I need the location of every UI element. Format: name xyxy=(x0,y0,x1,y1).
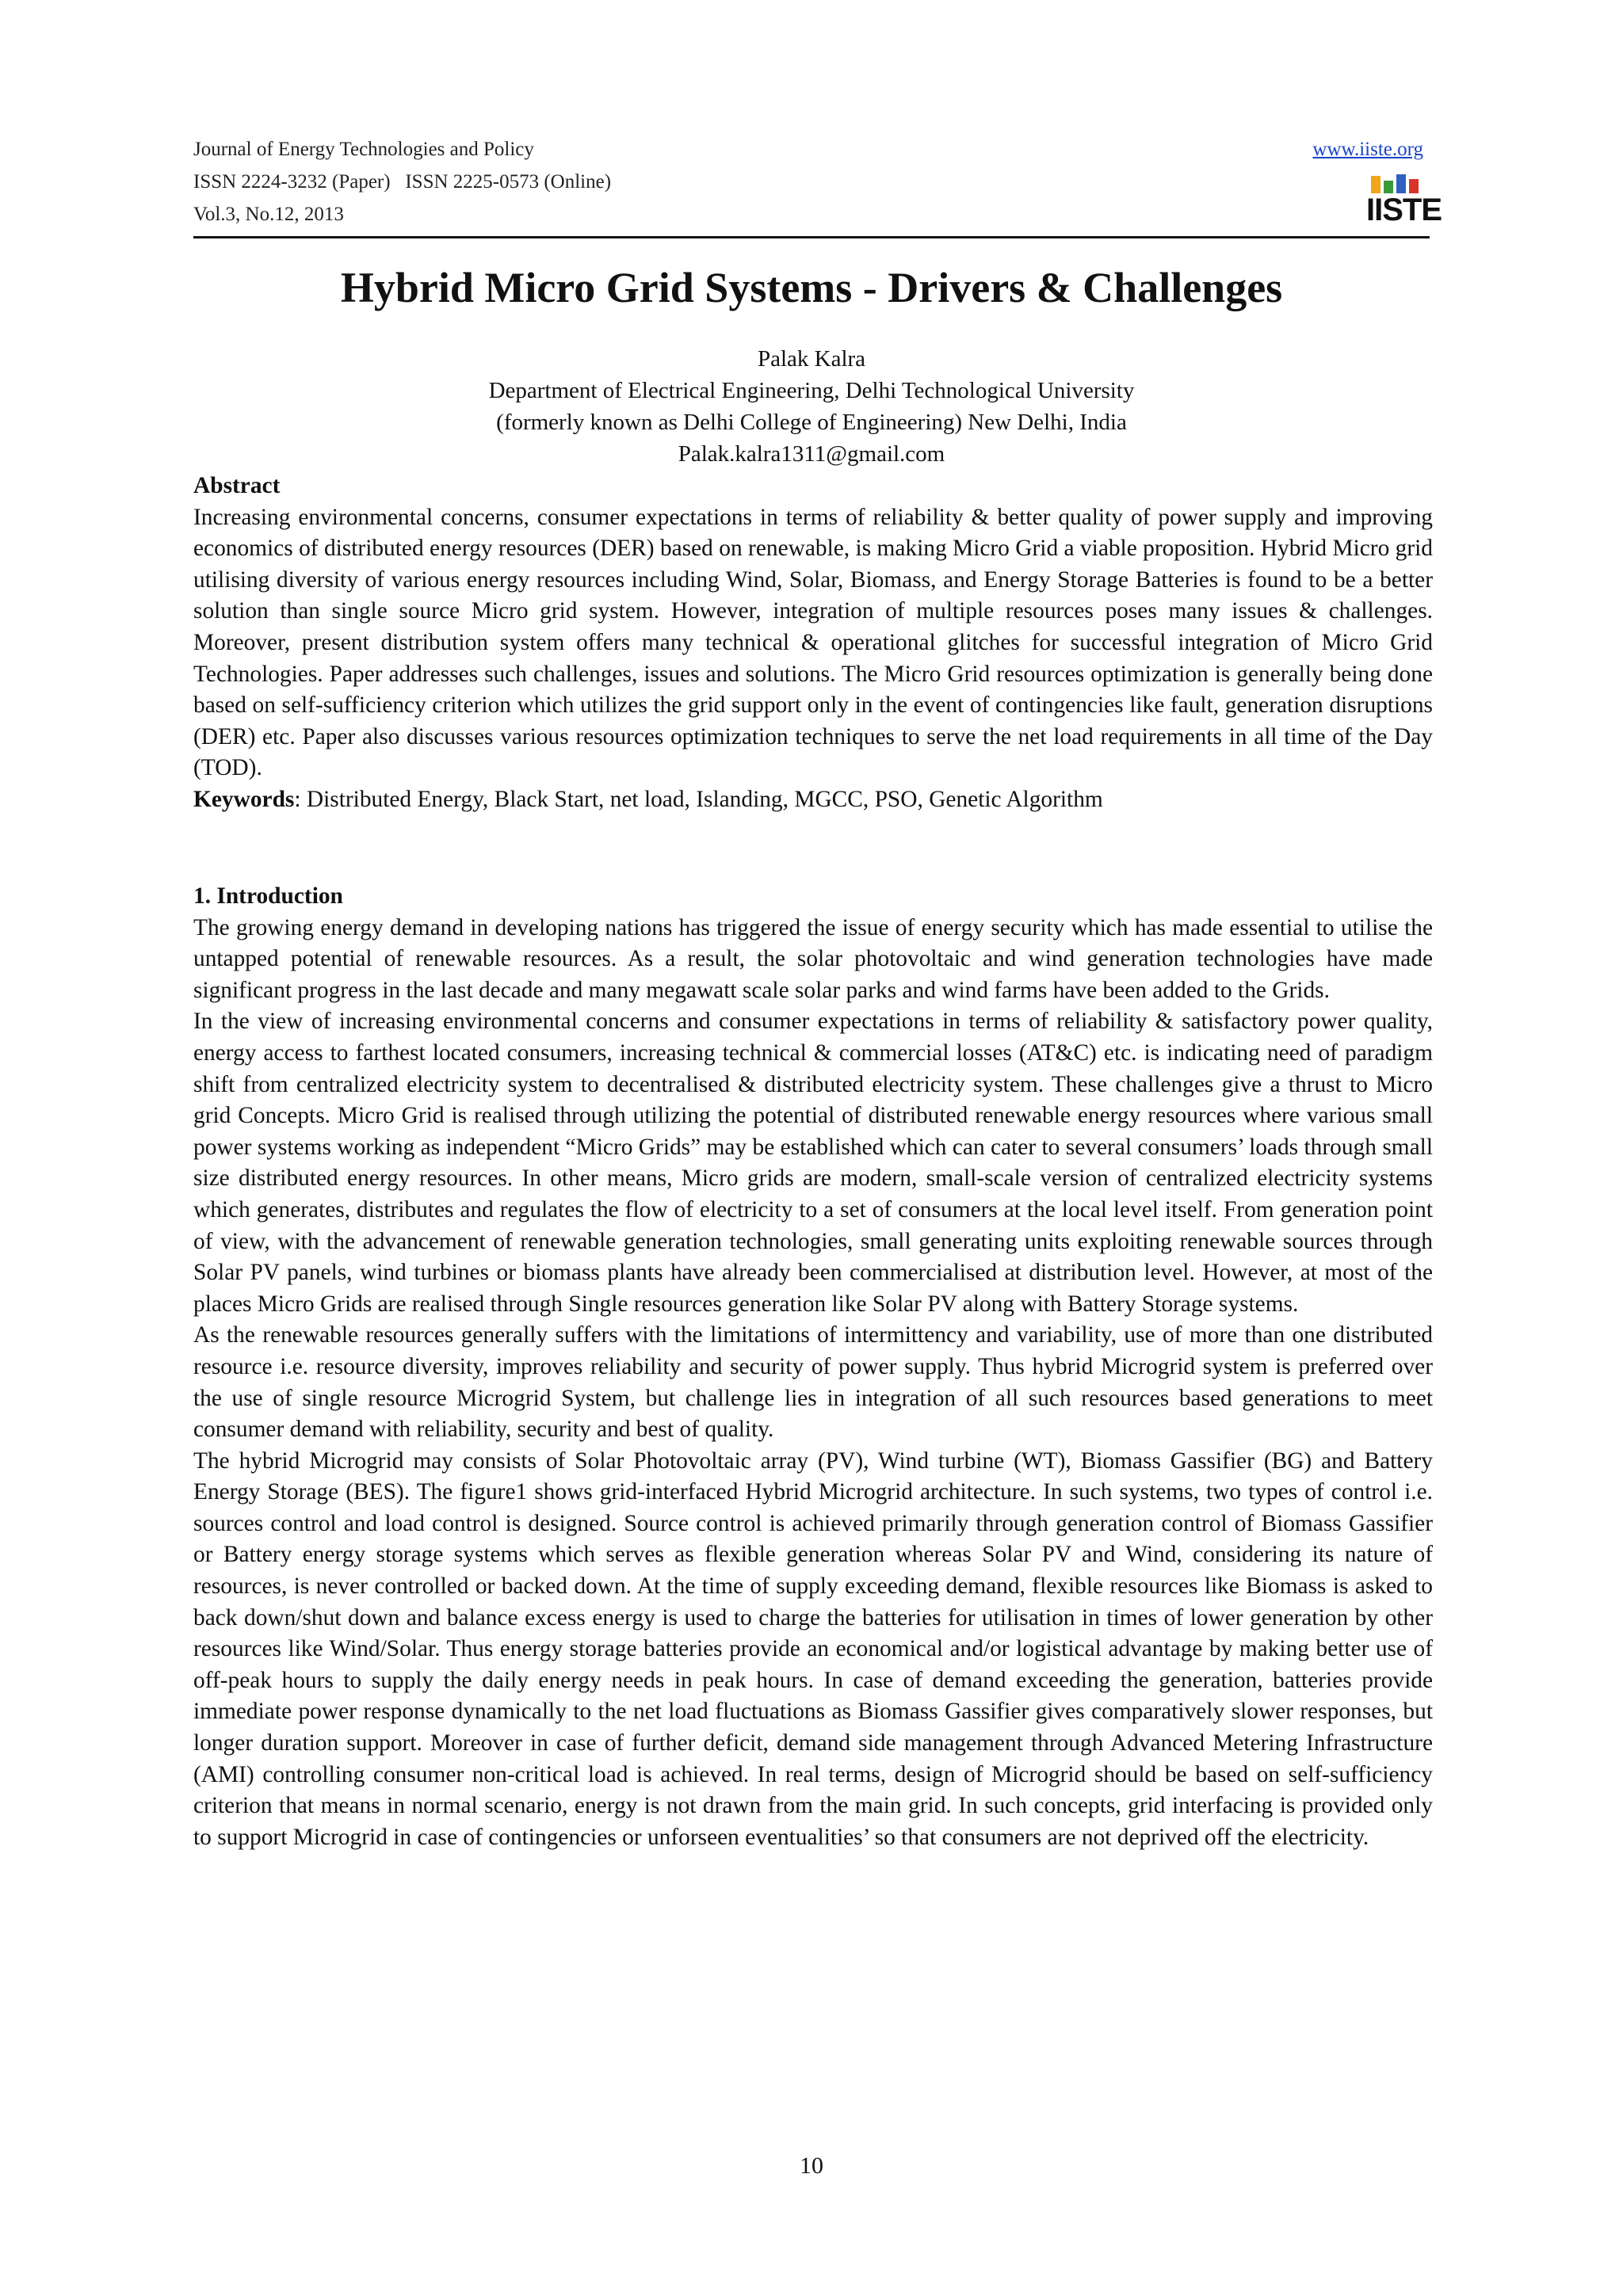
abstract-heading: Abstract xyxy=(193,473,281,498)
intro-paragraph-2: In the view of increasing environmental concerns and consumer expectations in terms of reliability & satisfactory power quality, energy access to farthest located consumers, increasing technical & commercial losses (AT&C) etc. is indicating need of paradigm shift from centralized electricity system to decentralised & distributed electricity system. These challenges give a thrust to Micro grid Concepts. Micro Grid is realised through utilizing the potential of distributed renewable energy resources where various small power systems working as independent “Micro Grids” may be established which can cater to several consumers’ loads through small size distributed energy resources. In other means, Micro grids are modern, small-scale version of centralized electricity systems which generates, distributes and regulates the flow of electricity to a set of consumers at the local level itself. From generation point of view, with the advancement of renewable generation technologies, small generating units exploiting renewable sources through Solar PV panels, wind turbines or biomass plants have already been commercialised at distribution level. However, at most of the places Micro Grids are realised through Single resources generation like Solar PV along with Battery Storage systems. xyxy=(193,1009,1433,1317)
intro-paragraph-1: The growing energy demand in developing nations has triggered the issue of energy security which has made essential to utilise the untapped potential of renewable resources. As a result, the solar photovoltaic and wind generation technologies have made significant progress in the last decade and many megawatt scale solar parks and wind farms have been added to the Grids. xyxy=(193,914,1433,1003)
keywords-label: Keywords xyxy=(193,786,295,812)
journal-url-link[interactable]: www.iiste.org xyxy=(1312,139,1423,160)
logo-text: IISTE xyxy=(1366,193,1442,227)
affiliation-line-1: Department of Electrical Engineering, Delhi Technological University xyxy=(488,378,1135,403)
introduction-section xyxy=(193,881,1433,1853)
logo-bars-icon xyxy=(1371,173,1419,193)
keywords-list: : Distributed Energy, Black Start, net load, Islanding, MGCC, PSO, Genetic Algorithm xyxy=(294,786,1103,812)
affiliation-line-2: (formerly known as Delhi College of Engineering) New Delhi, India xyxy=(496,410,1127,435)
paper-title: Hybrid Micro Grid Systems - Drivers & Challenges xyxy=(340,264,1283,311)
abstract-text: Increasing environmental concerns, consumer expectations in terms of reliability & better quality of power supply and improving economics of distributed energy resources (DER) based on renewable, is making Micro Grid a viable proposition. Hybrid Micro grid utilising diversity of various energy resources including Wind, Solar, Biomass, and Energy Storage Batteries is found to be a better solution than single source Micro grid system. However, integration of multiple resources poses many issues & challenges. Moreover, present distribution system offers many technical & operational glitches for successful integration of Micro Grid Technologies. Paper addresses such challenges, issues and solutions. The Micro Grid resources optimization is generally being done based on self-sufficiency criterion which utilizes the grid support only in the event of contingencies like fault, generation disruptions (DER) etc. Paper also discusses various resources optimization techniques to serve the net load requirements in all time of the Day (TOD). xyxy=(193,504,1433,781)
intro-paragraph-4: The hybrid Microgrid may consists of Solar Photovoltaic array (PV), Wind turbine (WT), Biomass Gassifier (BG) and Battery Energy Storage (BES). The figure1 shows grid-interfaced Hybrid Microgrid architecture. In such systems, two types of control i.e. sources control and load control is designed. Source control is achieved primarily through generation control of Biomass Gassifier or Battery energy storage systems which serves as flexible generation whereas Solar PV and Wind, considering its nature of resources, is never controlled or backed down. At the time of supply exceeding demand, flexible resources like Biomass is asked to back down/shut down and balance excess energy is used to charge the batteries for utilisation in times of lower generation by other resources like Wind/Solar. Thus energy storage batteries provide an economical and/or logistical advantage by making better use of off-peak hours to supply the daily energy needs in peak hours. In case of demand exceeding the generation, batteries provide immediate power response dynamically to the net load fluctuations as Biomass Gassifier gives comparatively slower responses, but longer duration support. Moreover in case of further deficit, demand side management through Advanced Metering Infrastructure (AMI) controlling consumer non-critical load is achieved. In real terms, design of Microgrid should be based on self-sufficiency criterion that means in normal scenario, energy is not drawn from the main grid. In such concepts, grid interfacing is provided only to support Microgrid in case of contingencies or unforseen eventualities’ so that consumers are not deprived off the electricity. xyxy=(193,1447,1433,1850)
keywords-line xyxy=(193,784,1433,816)
volume-line: Vol.3, No.12, 2013 xyxy=(193,204,344,225)
introduction-heading: 1. Introduction xyxy=(193,883,343,909)
intro-paragraph-3: As the renewable resources generally suffers with the limitations of intermittency and variability, use of more than one distributed resource i.e. resource diversity, improves reliability and security of power supply. Thus hybrid Microgrid system is preferred over the use of single resource Microgrid System, but challenge lies in integration of all such resources based generations to meet consumer demand with reliability, security and best of quality. xyxy=(193,1322,1433,1443)
author-email: Palak.kalra1311@gmail.com xyxy=(678,441,945,467)
journal-name: Journal of Energy Technologies and Policy xyxy=(193,139,534,160)
iiste-logo xyxy=(1366,170,1442,231)
header-divider xyxy=(193,236,1430,238)
abstract-section xyxy=(193,471,1433,816)
issn-line: ISSN 2224-3232 (Paper) ISSN 2225-0573 (Online) xyxy=(193,171,612,193)
author-name: Palak Kalra xyxy=(757,346,866,372)
page-number: 10 xyxy=(800,2153,823,2179)
